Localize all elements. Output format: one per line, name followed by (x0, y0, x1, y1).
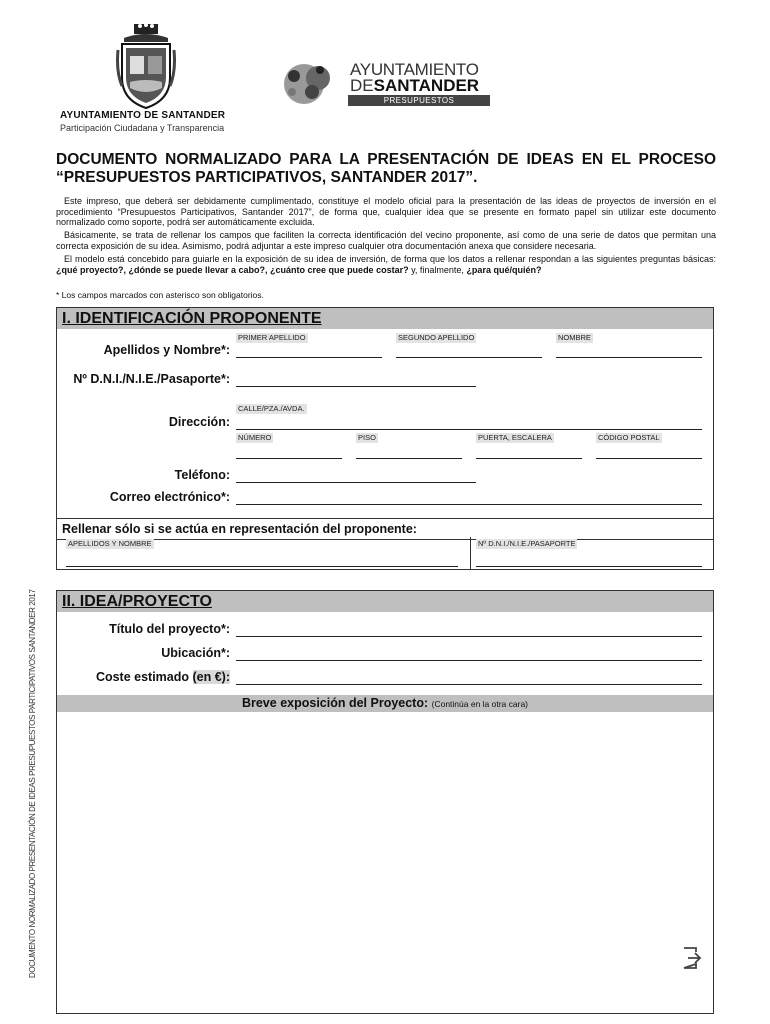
section-identification-heading: I. IDENTIFICACIÓN PROPONENTE (57, 308, 713, 329)
estimated-cost-label (56, 670, 230, 684)
address-label: Dirección: (168, 415, 230, 429)
floor-field[interactable] (356, 458, 462, 459)
email-field[interactable] (236, 504, 702, 505)
id-document-field[interactable] (236, 386, 476, 387)
intro-text (56, 196, 716, 278)
location-field[interactable] (236, 660, 702, 661)
phone-label: Teléfono: (174, 468, 230, 482)
representative-names-field[interactable] (66, 566, 458, 567)
project-title-field[interactable] (236, 636, 702, 637)
project-title-label: Título del proyecto*: (109, 622, 230, 636)
estimated-cost-field[interactable] (236, 684, 702, 685)
representative-id-label: Nº D.N.I./N.I.E./PASAPORTE (478, 539, 576, 548)
location-label: Ubicación*: (161, 646, 230, 660)
project-summary-area[interactable] (57, 712, 713, 1012)
section-identification (56, 307, 714, 519)
second-surname-label: SEGUNDO APELLIDO (398, 333, 475, 342)
project-summary-title: Breve exposición del Proyecto: (241, 696, 432, 710)
floor-label: PISO (358, 433, 376, 442)
postcode-field[interactable] (596, 458, 702, 459)
logo-text-de: DE (350, 76, 374, 95)
intro-p3-text: El modelo está concebido para guiarle en la exposición de su idea de inversión, de forma que los datos a rellenar respondan a las siguientes preguntas básicas: (64, 253, 716, 264)
intro-p3-and: y, finalmente, (408, 264, 467, 275)
logo-text-de-santander (350, 76, 479, 96)
coat-of-arms-icon (116, 22, 176, 112)
intro-paragraph-1: Este impreso, que deberá ser debidamente cumplimentado, constituye el modelo oficial para la presentación de las ideas de proyectos de inversión en el procedimiento “Presupuestos Participativos, Santander 2017”, de forma que, cualquier idea que se presente en formato papel sin utilizar este documento normalizado como soporte, podrá ser automáticamente excluida. (56, 196, 716, 228)
full-name-label: Apellidos y Nombre*: (103, 343, 230, 357)
organization-department: Participación Ciudadana y Transparencia (60, 123, 225, 133)
second-surname-field[interactable] (396, 357, 542, 358)
logo-text-santander: SANTANDER (373, 76, 480, 95)
estimated-cost-text: Coste estimado (95, 670, 193, 684)
mandatory-note: * Los campos marcados con asterisco son obligatorios. (56, 290, 264, 300)
representative-names-label: APELLIDOS Y NOMBRE (68, 539, 152, 548)
door-stair-field[interactable] (476, 458, 582, 459)
first-name-label: NOMBRE (558, 333, 591, 342)
number-field[interactable] (236, 458, 342, 459)
street-field[interactable] (236, 429, 702, 430)
door-stair-label: PUERTA, ESCALERA (478, 433, 552, 442)
intro-p3-last-question: ¿para qué/quién? (466, 264, 542, 275)
intro-p3-questions: ¿qué proyecto?, ¿dónde se puede llevar a cabo?, ¿cuánto cree que puede costar? (56, 264, 409, 275)
side-document-caption: DOCUMENTO NORMALIZADO PRESENTACIÓN DE IDEAS PRESUPUESTOS PARTICIPATIVOS SANTANDER 2017 (28, 589, 37, 978)
first-surname-label: PRIMER APELLIDO (238, 333, 306, 342)
section-idea-heading: II. IDEA/PROYECTO (57, 591, 713, 612)
id-document-label: Nº D.N.I./N.I.E./Pasaporte*: (73, 372, 230, 386)
first-surname-field[interactable] (236, 357, 382, 358)
email-label: Correo electrónico*: (109, 490, 230, 504)
representation-box (56, 518, 714, 570)
phone-field[interactable] (236, 482, 476, 483)
intro-paragraph-2: Básicamente, se trata de rellenar los campos que faciliten la correcta identificación del vecino proponente, así como de una serie de datos que permitan una correcta exposición de su idea. Asimismo, podrá adjuntar a este impreso cualquier otra documentación anexa que considere necesaria. (56, 230, 716, 251)
representation-heading: Rellenar sólo si se actúa en representación del proponente: (57, 519, 713, 540)
representation-divider (470, 537, 471, 569)
street-label: CALLE/PZA./AVDA. (238, 404, 305, 413)
page-forward-icon (680, 946, 706, 970)
logo-strip-participativos: PRESUPUESTOS PARTICIPATIVOS (348, 95, 490, 106)
document-title: DOCUMENTO NORMALIZADO PARA LA PRESENTACIÓN DE IDEAS EN EL PROCESO “PRESUPUESTOS PARTICIPATIVOS, SANTANDER 2017”. (56, 151, 716, 186)
postcode-label: CÓDIGO POSTAL (598, 433, 660, 442)
project-summary-heading (57, 695, 713, 712)
logo-text-ayuntamiento: AYUNTAMIENTO (350, 60, 479, 79)
first-name-field[interactable] (556, 357, 702, 358)
organization-name: AYUNTAMIENTO DE SANTANDER (60, 110, 226, 121)
continues-overleaf-note: (Continúa en la otra cara) (431, 699, 529, 709)
representative-id-field[interactable] (476, 566, 702, 567)
estimated-cost-unit: (en €): (192, 670, 230, 684)
participation-logo-icon (280, 58, 356, 108)
number-label: NÚMERO (238, 433, 272, 442)
intro-paragraph-3 (56, 254, 716, 275)
